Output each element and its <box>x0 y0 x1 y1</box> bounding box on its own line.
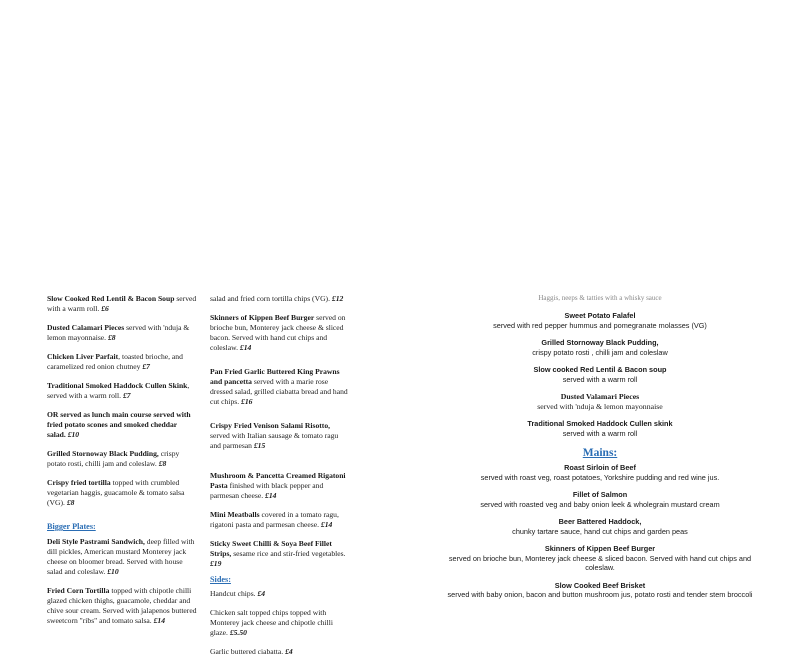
menu-column-middle <box>210 294 350 656</box>
item-title: OR served as lunch main course served with fried potato scones and smoked cheddar salad. <box>47 410 191 439</box>
item-description: topped with chipotle chilli glazed chicken thighs, guacamole, cheddar and chive sour cream. Served with jalapenos buttered sweetcorn "ribs" and tomato salsa. <box>47 586 197 625</box>
item-price: £5.50 <box>229 628 247 637</box>
menu-item <box>210 294 350 304</box>
item-title: Chicken Liver Parfait <box>47 352 119 361</box>
item-title: Beer Battered Haddock, <box>558 517 642 526</box>
item-price: £14 <box>320 520 333 529</box>
section-heading-sides: Sides: <box>210 575 231 584</box>
menu-item <box>210 471 350 501</box>
item-price: £10 <box>67 430 80 439</box>
item-description: salad and fried corn tortilla chips (VG). <box>210 294 330 303</box>
item-price: £19 <box>210 559 222 568</box>
item-description: served with 'nduja & lemon mayonnaise. <box>47 323 190 342</box>
side-item <box>210 647 350 657</box>
left-starters-list <box>47 294 197 508</box>
item-title: Traditional Smoked Haddock Cullen skink <box>527 419 673 428</box>
item-price: £7 <box>142 362 150 371</box>
menu-item <box>47 586 197 626</box>
menu-item <box>47 410 197 440</box>
item-description: served with Italian sausage & tomato ragu and parmesan <box>210 431 339 450</box>
item-price: £4 <box>285 647 293 656</box>
item-description: finished with black pepper and parmesan cheese. <box>210 481 324 500</box>
item-description: crispy potato rosti , chilli jam and coleslaw <box>532 347 668 357</box>
item-description: served with a warm roll <box>562 374 638 384</box>
menu-item <box>445 338 755 357</box>
section-heading-bigger-plates: Bigger Plates: <box>47 522 96 531</box>
bigger-plates-list <box>47 537 197 626</box>
item-description: Handcut chips. <box>210 589 256 598</box>
item-price: £14 <box>153 616 165 625</box>
item-description: , served with a warm roll. <box>47 381 190 400</box>
item-description: served on brioche bun, Monterey jack cheese & sliced bacon. Served with hand cut chips and coleslaw. <box>210 313 346 352</box>
middle-mains-list <box>210 294 350 569</box>
item-description: topped with crumbled vegetarian haggis, guacamole & tomato salsa (VG). <box>47 478 185 507</box>
item-description: served with roasted veg and baby onion leek & wholegrain mustard cream <box>480 499 720 509</box>
item-title: Traditional Smoked Haddock Cullen Skink <box>47 381 188 390</box>
item-title: Mini Meatballs <box>210 510 260 519</box>
menu-item <box>445 517 755 536</box>
item-title: Skinners of Kippen Beef Burger <box>544 544 656 553</box>
item-title: Slow Cooked Beef Brisket <box>554 580 646 590</box>
item-description: served with roast veg, roast potatoes, Yorkshire pudding and red wine jus. <box>480 472 720 482</box>
item-description: Garlic buttered ciabatta. <box>210 647 284 656</box>
item-description: served with a warm roll <box>562 428 638 438</box>
menu-item <box>47 449 197 469</box>
item-title: Sweet Potato Falafel <box>564 311 636 320</box>
menu-item <box>210 313 350 353</box>
item-title: Grilled Stornoway Black Pudding, <box>47 449 159 458</box>
menu-item <box>445 311 755 330</box>
section-heading-mains: Mains: <box>582 447 618 459</box>
item-price: £8 <box>66 498 75 507</box>
sides-list <box>210 589 350 657</box>
menu-item <box>47 537 197 577</box>
menu-item <box>47 381 197 401</box>
item-price: £14 <box>265 491 277 500</box>
item-price: £6 <box>101 304 109 313</box>
item-title: Dusted Calamari Pieces <box>47 323 125 332</box>
menu-item <box>210 539 350 569</box>
item-title: Pan Fried Garlic Buttered King Prawns and pancetta <box>210 367 340 386</box>
item-description: served with a marie rose dressed salad, grilled ciabatta bread and hand cut chips. <box>210 377 348 406</box>
item-title: Mushroom & Pancetta Creamed Rigatoni Pasta <box>210 471 346 490</box>
item-title: Slow cooked Red Lentil & Bacon soup <box>533 365 667 374</box>
menu-item <box>47 294 197 314</box>
menu-item <box>445 463 755 482</box>
item-description: served with 'nduja & lemon mayonnaise <box>537 401 663 411</box>
menu-item <box>210 367 350 407</box>
right-starters-list <box>445 311 755 438</box>
item-description: chunky tartare sauce, hand cut chips and garden peas <box>512 526 688 536</box>
item-title: Deli Style Pastrami Sandwich, <box>47 537 145 546</box>
item-price: £10 <box>107 567 119 576</box>
item-price: £16 <box>241 397 253 406</box>
menu-item <box>445 544 755 573</box>
item-title: Crispy fried tortilla <box>47 478 111 487</box>
menu-item <box>445 365 755 384</box>
item-title: Fillet of Salmon <box>572 490 628 499</box>
item-title: Fried Corn Tortilla <box>47 586 110 595</box>
menu-item <box>47 352 197 372</box>
item-description: deep filled with dill pickles, American mustard Monterey jack cheese on bloomer bread. Served with house salad and coleslaw. <box>47 537 195 576</box>
menu-item <box>47 478 197 508</box>
menu-item <box>445 490 755 509</box>
item-price: £15 <box>253 441 266 450</box>
item-description: crispy potato rosti, chilli jam and coleslaw. <box>47 449 180 468</box>
menu-item <box>210 421 350 451</box>
item-description: served with a warm roll. <box>47 294 197 313</box>
item-description: served with red pepper hummus and pomegranate molasses (VG) <box>493 320 707 330</box>
menu-item <box>210 510 350 530</box>
side-item <box>210 608 350 638</box>
item-title: Slow Cooked Red Lentil & Bacon Soup <box>47 294 175 303</box>
item-description: sesame rice and stir-fried vegetables. <box>233 549 346 558</box>
item-title: Roast Sirloin of Beef <box>564 463 636 472</box>
item-description: Chicken salt topped chips topped with Monterey jack cheese and chipotle chilli glaze. <box>210 608 333 637</box>
item-title: Skinners of Kippen Beef Burger <box>210 313 315 322</box>
item-price: £8 <box>158 459 167 468</box>
menu-column-right <box>445 294 755 600</box>
item-price: £14 <box>239 343 252 352</box>
side-item <box>210 589 350 599</box>
menu-item <box>445 419 755 438</box>
item-price: £7 <box>122 391 131 400</box>
clipped-text: Haggis, neeps & tatties with a whisky sauce <box>538 294 662 302</box>
item-title: Dusted Valamari Pieces <box>560 392 640 401</box>
item-title: Grilled Stornoway Black Pudding, <box>541 338 659 347</box>
item-description: , toasted brioche, and caramelized red onion chutney <box>47 352 183 371</box>
item-title: Sticky Sweet Chilli & Soya Beef Fillet Strips, <box>210 539 332 558</box>
item-price: £12 <box>331 294 344 303</box>
menu-item <box>445 392 755 411</box>
item-price: £4 <box>257 589 266 598</box>
item-title: Crispy Fried Venison Salami Risotto, <box>210 421 331 430</box>
menu-column-left <box>47 294 197 625</box>
item-description: served with baby onion, bacon and button mushroom jus, potato rosti and tender stem broccoli <box>447 590 753 599</box>
item-price: £8 <box>107 333 116 342</box>
menu-item <box>47 323 197 343</box>
right-mains-list <box>445 463 755 600</box>
menu-item <box>445 581 755 600</box>
item-description: served on brioche bun, Monterey jack cheese & sliced bacon. Served with hand cut chips and coleslaw. <box>448 553 752 572</box>
item-description: covered in a tomato ragu, rigatoni pasta and parmesan cheese. <box>210 510 339 529</box>
